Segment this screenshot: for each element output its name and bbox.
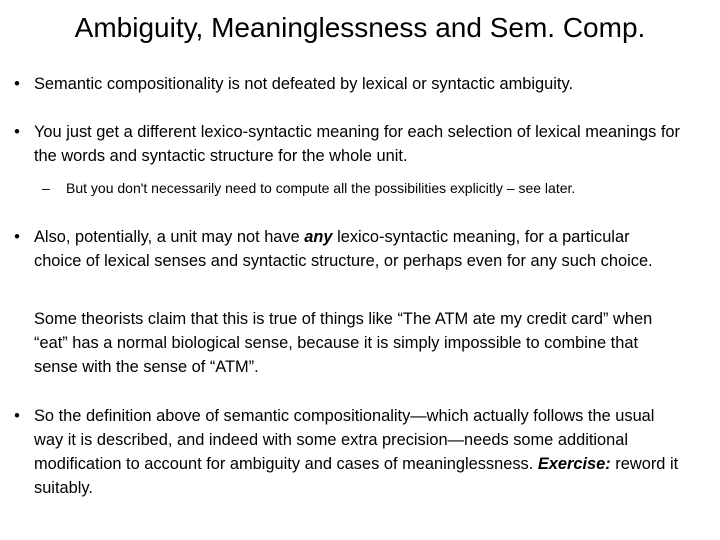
bullet-text [34,404,680,500]
bullet-text [34,225,680,273]
bullet-text-part: lexico-syntactic meaning, for a particular choice of lexical senses and syntactic structure, or perhaps even for any such choice. [34,228,653,270]
bullet-item [8,120,680,168]
bullet-dot-icon: • [14,407,20,425]
bullet-dot-icon: • [14,228,20,246]
dash-icon: – [42,180,50,196]
bullet-item [8,72,680,96]
bullet-text: You just get a different lexico-syntactic meaning for each selection of lexical meanings for the words and syntactic structure for the whole unit. [34,123,680,165]
bullet-dot-icon: • [14,75,20,93]
bullet-text: Semantic compositionality is not defeated by lexical or syntactic ambiguity. [34,75,574,93]
sub-bullet-item [42,178,682,198]
bullet-dot-icon: • [14,123,20,141]
bullet-text-part: So the definition above of semantic compositionality—which actually follows the usual way it is described, and indeed with some extra precision—needs some additional modification to account for ambiguity and cases of meaninglessness. [34,407,655,473]
slide-title: Ambiguity, Meaninglessness and Sem. Comp. [74,12,646,43]
bullet-item [8,225,680,273]
sub-bullet-text: But you don't necessarily need to compute all the possibilities explicitly – see later. [66,180,576,196]
indented-paragraph: Some theorists claim that this is true of things like “The ATM ate my credit card” when “eat” has a normal biological sense, because it is simply impossible to combine that sense with the sense of “ATM”. [34,310,653,376]
bullet-text-part: Also, potentially, a unit may not have [34,228,305,246]
bullet-item [8,404,680,500]
emphasis-text: any [304,228,333,246]
bullet-text-part: reword it suitably. [34,455,679,497]
emphasis-text: Exercise: [537,455,611,473]
